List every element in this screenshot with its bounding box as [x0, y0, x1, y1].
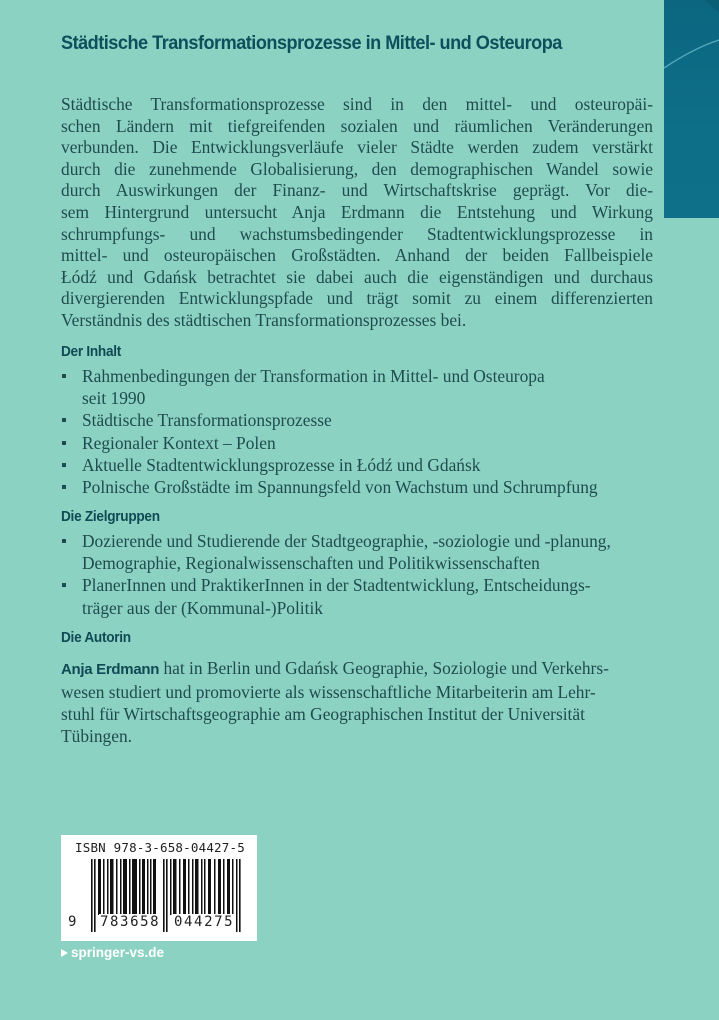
bullet-icon	[62, 583, 66, 587]
contents-list	[61, 365, 661, 498]
isbn-label: ISBN 978-3-658-04427-5	[75, 840, 245, 855]
intro-line: verbunden. Die Entwicklungsverläufe vieler Städte werden zudem verstärkt	[61, 137, 653, 158]
author-bio-text: stuhl für Wirtschaftsgeographie am Geographischen Institut der Universität	[61, 704, 585, 724]
intro-line: mittel- und osteuropäischen Großstädten. Anhand der beiden Fallbeispiele	[61, 245, 653, 266]
list-item	[61, 432, 661, 454]
author-bio-text: hat in Berlin und Gdańsk Geographie, Soziologie und Verkehrs-	[159, 658, 609, 678]
list-item	[61, 530, 661, 574]
cover-accent-block	[664, 0, 719, 218]
author-name: Anja Erdmann	[61, 661, 160, 678]
bullet-icon	[62, 463, 66, 467]
play-triangle-icon	[61, 949, 68, 957]
book-title: Städtische Transformationsprozesse in Mittel- und Osteuropa	[61, 32, 562, 54]
barcode-digits-right: 044275	[174, 914, 235, 930]
publisher-link[interactable]	[61, 945, 164, 960]
intro-line: divergierenden Entwicklungspfade und trägt somit zu einem differenzierten	[61, 288, 653, 309]
list-item-text: seit 1990	[82, 388, 146, 409]
curve-decoration-icon	[664, 0, 719, 218]
author-bio-text: Tübingen.	[61, 726, 132, 746]
author-heading: Die Autorin	[61, 630, 131, 646]
intro-paragraph	[61, 94, 653, 332]
author-bio	[61, 657, 609, 747]
list-item	[61, 476, 661, 498]
list-item-text: PlanerInnen und PraktikerInnen in der Stadtentwicklung, Entscheidungs-	[82, 575, 591, 596]
list-item-text: Städtische Transformationsprozesse	[82, 410, 332, 431]
list-item-text: Dozierende und Studierende der Stadtgeographie, -soziologie und -planung,	[82, 531, 611, 551]
bullet-icon	[62, 539, 66, 543]
publisher-link-text: springer-vs.de	[71, 945, 165, 960]
list-item-text: Rahmenbedingungen der Transformation in Mittel- und Osteuropa	[82, 366, 545, 386]
list-item-text: Aktuelle Stadtentwicklungsprozesse in Łódź und Gdańsk	[82, 454, 481, 475]
barcode-digits-left: 783658	[100, 914, 161, 930]
intro-line: Verständnis des städtischen Transformationsprozesses bei.	[61, 309, 467, 330]
intro-line: schrumpfungs- und wachstumsbedingender Stadtentwicklungsprozesse in	[61, 223, 653, 244]
bullet-icon	[62, 418, 66, 422]
bullet-icon	[62, 485, 66, 489]
barcode-digit-first: 9	[68, 914, 77, 930]
list-item	[61, 409, 661, 431]
bullet-icon	[62, 374, 66, 378]
list-item	[61, 365, 661, 409]
author-bio-text: wesen studiert und promovierte als wissenschaftliche Mitarbeiterin am Lehr-	[61, 682, 596, 702]
list-item-text: Regionaler Kontext – Polen	[82, 432, 276, 453]
list-item	[61, 454, 661, 476]
list-item-text: Demographie, Regionalwissenschaften und Politikwissenschaften	[82, 553, 540, 574]
intro-line: Łódź und Gdańsk betrachtet sie dabei auch die eigenständigen und durchaus	[61, 266, 653, 287]
audience-heading: Die Zielgruppen	[61, 509, 160, 525]
bullet-icon	[62, 441, 66, 445]
audience-list	[61, 530, 661, 619]
intro-line: Städtische Transformationsprozesse sind in den mittel- und osteuropäi-	[61, 94, 653, 114]
intro-line: schen Ländern mit tiefgreifenden sozialen und räumlichen Veränderungen	[61, 115, 653, 136]
intro-line: durch Auswirkungen der Finanz- und Wirtschaftskrise geprägt. Vor die-	[61, 180, 653, 201]
list-item	[61, 574, 661, 618]
contents-heading: Der Inhalt	[61, 344, 122, 360]
intro-line: durch die zunehmende Globalisierung, den demographischen Wandel sowie	[61, 158, 653, 179]
intro-line: sem Hintergrund untersucht Anja Erdmann die Entstehung und Wirkung	[61, 201, 653, 222]
list-item-text: Polnische Großstädte im Spannungsfeld von Wachstum und Schrumpfung	[82, 477, 598, 498]
isbn-barcode	[61, 835, 257, 941]
list-item-text: träger aus der (Kommunal-)Politik	[82, 597, 323, 618]
